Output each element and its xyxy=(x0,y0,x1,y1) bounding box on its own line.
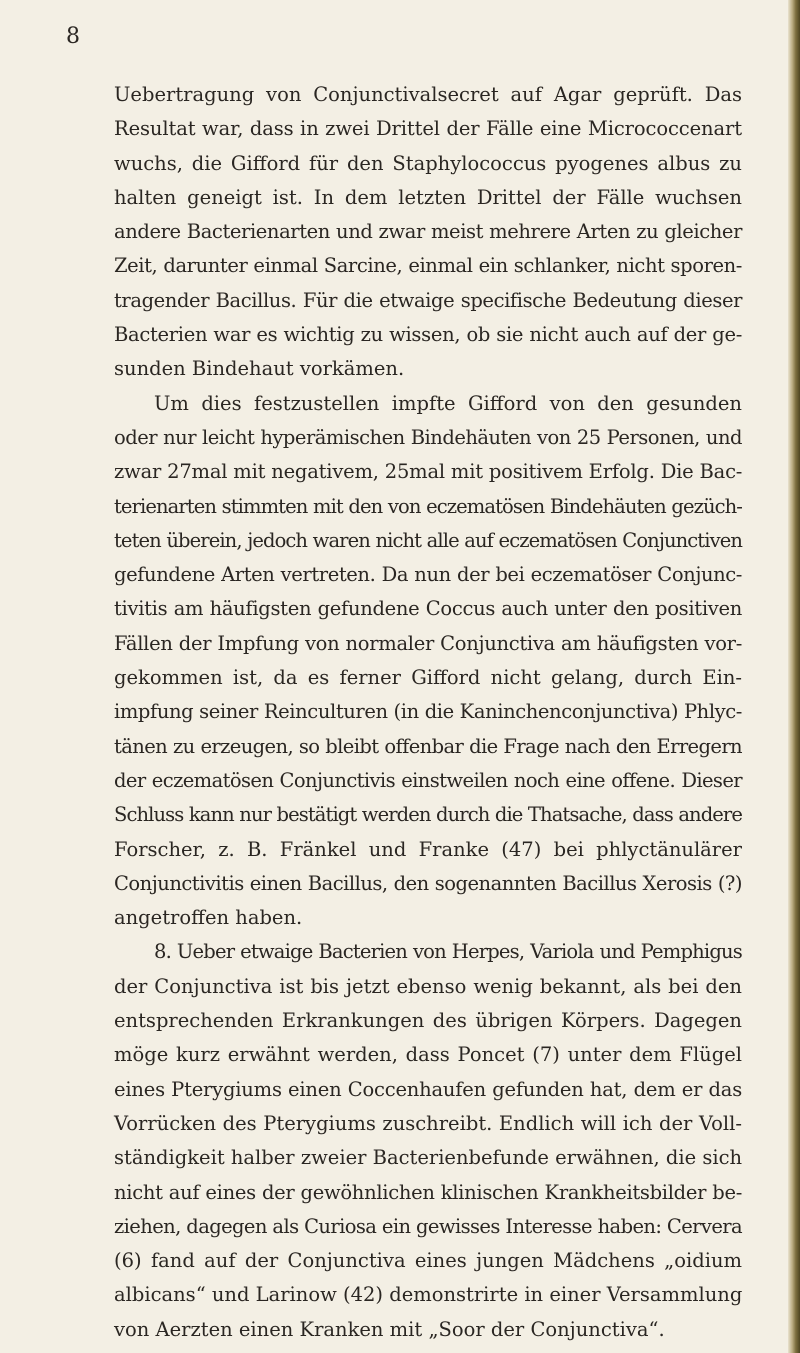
text-line: tivitis am häufigsten gefundene Coccus auch unter den positiven xyxy=(114,597,742,621)
text-line: tänen zu erzeugen, so bleibt offenbar die Frage nach den Erregern xyxy=(114,734,742,758)
text-line: Bacterien war es wichtig zu wissen, ob sie nicht auch auf der ge- xyxy=(114,323,742,347)
text-line: Resultat war, dass in zwei Drittel der Fälle eine Micrococcenart xyxy=(114,117,742,141)
text-line: möge kurz erwähnt werden, dass Poncet (7) unter dem Flügel xyxy=(114,1043,742,1067)
text-line: albicans“ und Larinow (42) demonstrirte in einer Versammlung xyxy=(114,1283,743,1307)
text-line: teten überein, jedoch waren nicht alle auf eczematösen Conjunctiven xyxy=(114,528,742,552)
text-line: ständigkeit halber zweier Bacterienbefunde erwähnen, die sich xyxy=(114,1146,743,1170)
body-text xyxy=(114,78,742,1347)
text-line: tragender Bacillus. Für die etwaige specifische Bedeutung dieser xyxy=(114,288,742,312)
text-line: andere Bacterienarten und zwar meist mehrere Arten zu gleicher xyxy=(114,220,742,244)
text-line: Schluss kann nur bestätigt werden durch die Thatsache, dass andere xyxy=(114,803,742,827)
text-line: gefundene Arten vertreten. Da nun der bei eczematöser Conjunc- xyxy=(114,563,742,587)
text-line: entsprechenden Erkrankungen des übrigen Körpers. Dagegen xyxy=(114,1009,742,1033)
text-line: 8. Ueber etwaige Bacterien von Herpes, Variola und Pemphigus xyxy=(154,940,742,964)
text-line: ziehen, dagegen als Curiosa ein gewisses Interesse haben: Cervera xyxy=(114,1214,743,1238)
text-line: (6) fand auf der Conjunctiva eines jungen Mädchens „oidium xyxy=(114,1249,742,1273)
page-number: 8 xyxy=(66,24,80,49)
text-line: gekommen ist, da es ferner Gifford nicht gelang, durch Ein- xyxy=(114,666,742,690)
text-line: Fällen der Impfung von normaler Conjunctiva am häufigsten vor- xyxy=(114,631,742,655)
text-line: oder nur leicht hyperämischen Bindehäuten von 25 Personen, und xyxy=(114,425,742,449)
text-line: Forscher, z. B. Fränkel und Franke (47) bei phlyctänulärer xyxy=(114,837,742,861)
text-line: angetroffen haben. xyxy=(114,906,303,930)
text-line: zwar 27mal mit negativem, 25mal mit positivem Erfolg. Die Bac- xyxy=(114,460,743,484)
text-line: von Aerzten einen Kranken mit „Soor der Conjunctiva“. xyxy=(114,1317,665,1341)
text-line: nicht auf eines der gewöhnlichen klinischen Krankheitsbilder be- xyxy=(114,1180,742,1204)
text-line: der eczematösen Conjunctivis einstweilen noch eine offene. Dieser xyxy=(114,768,742,792)
page-edge xyxy=(788,0,800,1353)
text-line: eines Pterygiums einen Coccenhaufen gefunden hat, dem er das xyxy=(114,1077,742,1101)
text-line: impfung seiner Reinculturen (in die Kaninchenconjunctiva) Phlyc- xyxy=(114,700,742,724)
text-line: terienarten stimmten mit den von eczematösen Bindehäuten gezüch- xyxy=(114,494,742,518)
text-line: Um dies festzustellen impfte Gifford von den gesunden xyxy=(154,391,742,415)
text-line: Zeit, darunter einmal Sarcine, einmal ein schlanker, nicht sporen- xyxy=(114,254,742,278)
text-line: Uebertragung von Conjunctivalsecret auf Agar geprüft. Das xyxy=(114,83,742,106)
text-line: Conjunctivitis einen Bacillus, den sogenannten Bacillus Xerosis (?) xyxy=(114,871,742,895)
text-line: der Conjunctiva ist bis jetzt ebenso wenig bekannt, als bei den xyxy=(114,974,742,998)
text-line: halten geneigt ist. In dem letzten Drittel der Fälle wuchsen xyxy=(114,185,742,209)
text-line: Vorrücken des Pterygiums zuschreibt. Endlich will ich der Voll- xyxy=(114,1111,742,1135)
text-line: wuchs, die Gifford für den Staphylococcus pyogenes albus zu xyxy=(114,151,742,175)
text-line: sunden Bindehaut vorkämen. xyxy=(114,357,405,381)
